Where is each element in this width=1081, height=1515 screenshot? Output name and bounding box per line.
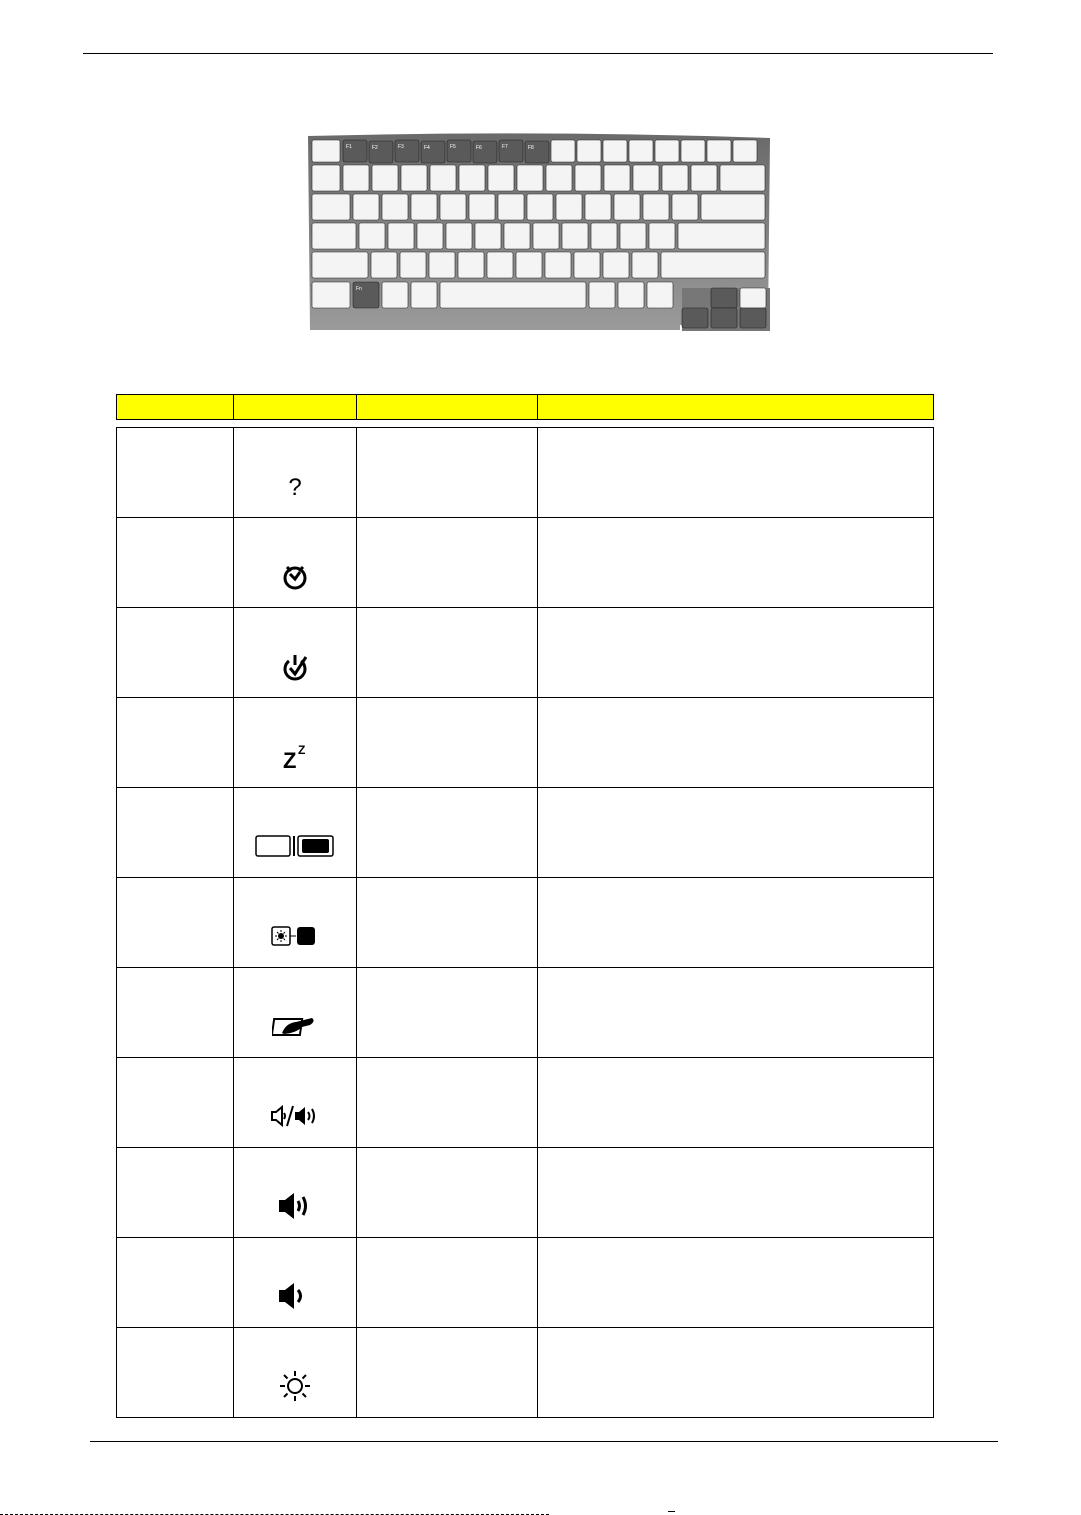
table-row xyxy=(117,1058,934,1148)
header-cell xyxy=(357,395,537,420)
key-label: F2 xyxy=(372,145,378,151)
hotkey-cell xyxy=(117,428,234,518)
keyboard-key xyxy=(459,165,485,191)
key-label: Fn xyxy=(356,286,362,292)
table-row xyxy=(117,788,934,878)
table-row xyxy=(117,878,934,968)
keyboard-key xyxy=(371,252,397,278)
keyboard-key xyxy=(312,140,340,162)
keyboard-key xyxy=(575,165,601,191)
keyboard-key xyxy=(681,140,705,162)
keyboard-key xyxy=(382,194,408,220)
keyboard-key xyxy=(312,223,356,249)
table-row xyxy=(117,1238,934,1328)
keyboard-key xyxy=(469,194,495,220)
description-cell xyxy=(537,1058,934,1148)
keyboard-key xyxy=(603,140,627,162)
keyboard-key xyxy=(678,223,765,249)
keyboard-key xyxy=(440,194,466,220)
key-label: F8 xyxy=(528,145,534,151)
keyboard-key xyxy=(517,165,543,191)
hotkey-cell xyxy=(117,968,234,1058)
keyboard-key xyxy=(312,252,368,278)
keyboard-key xyxy=(475,223,501,249)
function-cell xyxy=(357,878,537,968)
keyboard-key xyxy=(312,194,350,220)
key-label: F4 xyxy=(424,145,430,151)
keyboard-key xyxy=(546,165,572,191)
svg-text:Z: Z xyxy=(298,743,306,757)
keyboard-key xyxy=(701,194,765,220)
keyboard-key xyxy=(458,252,484,278)
power-clock-icon xyxy=(280,561,310,591)
keyboard-key xyxy=(430,165,456,191)
description-cell xyxy=(537,968,934,1058)
table-row xyxy=(117,518,934,608)
keyboard-key xyxy=(411,194,437,220)
header-cell xyxy=(537,395,934,420)
footer-rule xyxy=(90,1441,998,1442)
keyboard-key xyxy=(411,282,437,308)
hotkey-cell xyxy=(117,1148,234,1238)
keyboard-key xyxy=(604,165,630,191)
function-cell xyxy=(357,788,537,878)
description-cell xyxy=(537,1148,934,1238)
help-icon xyxy=(280,471,310,501)
keyboard-key xyxy=(591,223,617,249)
keyboard-key xyxy=(691,165,717,191)
keyboard-key xyxy=(429,252,455,278)
keyboard-key xyxy=(556,194,582,220)
description-cell xyxy=(537,878,934,968)
display-toggle-icon xyxy=(255,833,335,859)
keyboard-key xyxy=(382,282,408,308)
function-cell xyxy=(357,428,537,518)
brightness-up-icon xyxy=(277,1368,313,1404)
keyboard-key xyxy=(707,140,731,162)
description-cell xyxy=(537,518,934,608)
volume-down-icon xyxy=(275,1280,315,1312)
table-row xyxy=(117,608,934,698)
description-cell xyxy=(537,1328,934,1418)
table-header-row xyxy=(117,395,934,420)
keyboard-key xyxy=(577,140,601,162)
keyboard-key xyxy=(662,165,688,191)
keyboard-key xyxy=(401,165,427,191)
keyboard-key xyxy=(614,194,640,220)
hotkey-cell xyxy=(117,878,234,968)
arrow-key-right xyxy=(740,308,766,328)
speaker-toggle-icon xyxy=(270,1104,320,1128)
hotkey-cell xyxy=(117,698,234,788)
keyboard-key xyxy=(589,282,615,308)
keyboard-key xyxy=(487,252,513,278)
keyboard-key xyxy=(562,223,588,249)
header-rule xyxy=(83,53,993,54)
keyboard-key xyxy=(672,194,698,220)
function-cell xyxy=(357,1238,537,1328)
description-cell xyxy=(537,698,934,788)
keyboard-key xyxy=(417,223,443,249)
function-cell xyxy=(357,698,537,788)
keyboard-key xyxy=(655,140,679,162)
arrow-key-left xyxy=(682,308,708,328)
keyboard-key xyxy=(343,165,369,191)
keyboard-key xyxy=(312,165,340,191)
sleep-icon xyxy=(280,741,310,771)
key-label: F1 xyxy=(346,144,352,150)
key-label: F6 xyxy=(476,145,482,151)
function-cell xyxy=(357,1148,537,1238)
keyboard-key xyxy=(400,252,426,278)
header-cell xyxy=(117,395,234,420)
arrow-key-down xyxy=(711,308,737,328)
keyboard-key xyxy=(446,223,472,249)
keyboard-key xyxy=(661,252,765,278)
keyboard-key xyxy=(372,165,398,191)
keyboard-key xyxy=(643,194,669,220)
keyboard-key xyxy=(632,252,658,278)
key-label: F3 xyxy=(398,144,404,150)
keyboard-key xyxy=(603,252,629,278)
keyboard-key xyxy=(649,223,675,249)
keyboard-key xyxy=(353,194,379,220)
arrow-key-up xyxy=(711,288,737,308)
keyboard-key xyxy=(720,165,765,191)
function-cell xyxy=(357,518,537,608)
keyboard-key xyxy=(359,223,385,249)
hotkey-table xyxy=(116,394,934,1418)
keyboard-key xyxy=(733,140,757,162)
keyboard-key xyxy=(647,282,673,308)
keyboard-key xyxy=(618,282,644,308)
function-cell xyxy=(357,968,537,1058)
keyboard-key xyxy=(516,252,542,278)
volume-up-icon xyxy=(275,1190,315,1222)
table-row xyxy=(117,1148,934,1238)
keyboard-key xyxy=(527,194,553,220)
hotkey-cell xyxy=(117,1058,234,1148)
keyboard-key xyxy=(740,288,766,308)
svg-text:Z: Z xyxy=(283,748,297,771)
function-cell xyxy=(357,1328,537,1418)
hotkey-cell xyxy=(117,518,234,608)
keyboard-key xyxy=(574,252,600,278)
description-cell xyxy=(537,788,934,878)
keyboard-key xyxy=(545,252,571,278)
svg-text:?: ? xyxy=(288,474,302,501)
keyboard-key xyxy=(504,223,530,249)
keyboard-key xyxy=(488,165,514,191)
header-cell xyxy=(234,395,357,420)
key-label: F7 xyxy=(502,144,508,150)
hotkey-cell xyxy=(117,608,234,698)
keyboard-key xyxy=(620,223,646,249)
hotkey-cell xyxy=(117,788,234,878)
spacebar xyxy=(440,282,586,308)
keyboard-key xyxy=(498,194,524,220)
description-cell xyxy=(537,1238,934,1328)
hotkey-cell xyxy=(117,1328,234,1418)
key-label: F5 xyxy=(450,144,456,150)
table-row xyxy=(117,428,934,518)
description-cell xyxy=(537,428,934,518)
function-cell xyxy=(357,608,537,698)
keyboard-key xyxy=(312,282,350,308)
footer-mark xyxy=(668,1511,675,1512)
table-row xyxy=(117,698,934,788)
touchpad-toggle-icon xyxy=(272,1013,318,1039)
keyboard-key xyxy=(585,194,611,220)
screen-blank-icon xyxy=(270,925,320,947)
table-row xyxy=(117,1328,934,1418)
keyboard-key xyxy=(629,140,653,162)
hotkey-cell xyxy=(117,1238,234,1328)
table-row xyxy=(117,968,934,1058)
keyboard-key xyxy=(533,223,559,249)
function-cell xyxy=(357,1058,537,1148)
keyboard-illustration xyxy=(290,118,795,346)
power-check-icon xyxy=(280,651,310,681)
description-cell xyxy=(537,608,934,698)
keyboard-key xyxy=(388,223,414,249)
keyboard-key xyxy=(551,140,575,162)
keyboard-key xyxy=(633,165,659,191)
